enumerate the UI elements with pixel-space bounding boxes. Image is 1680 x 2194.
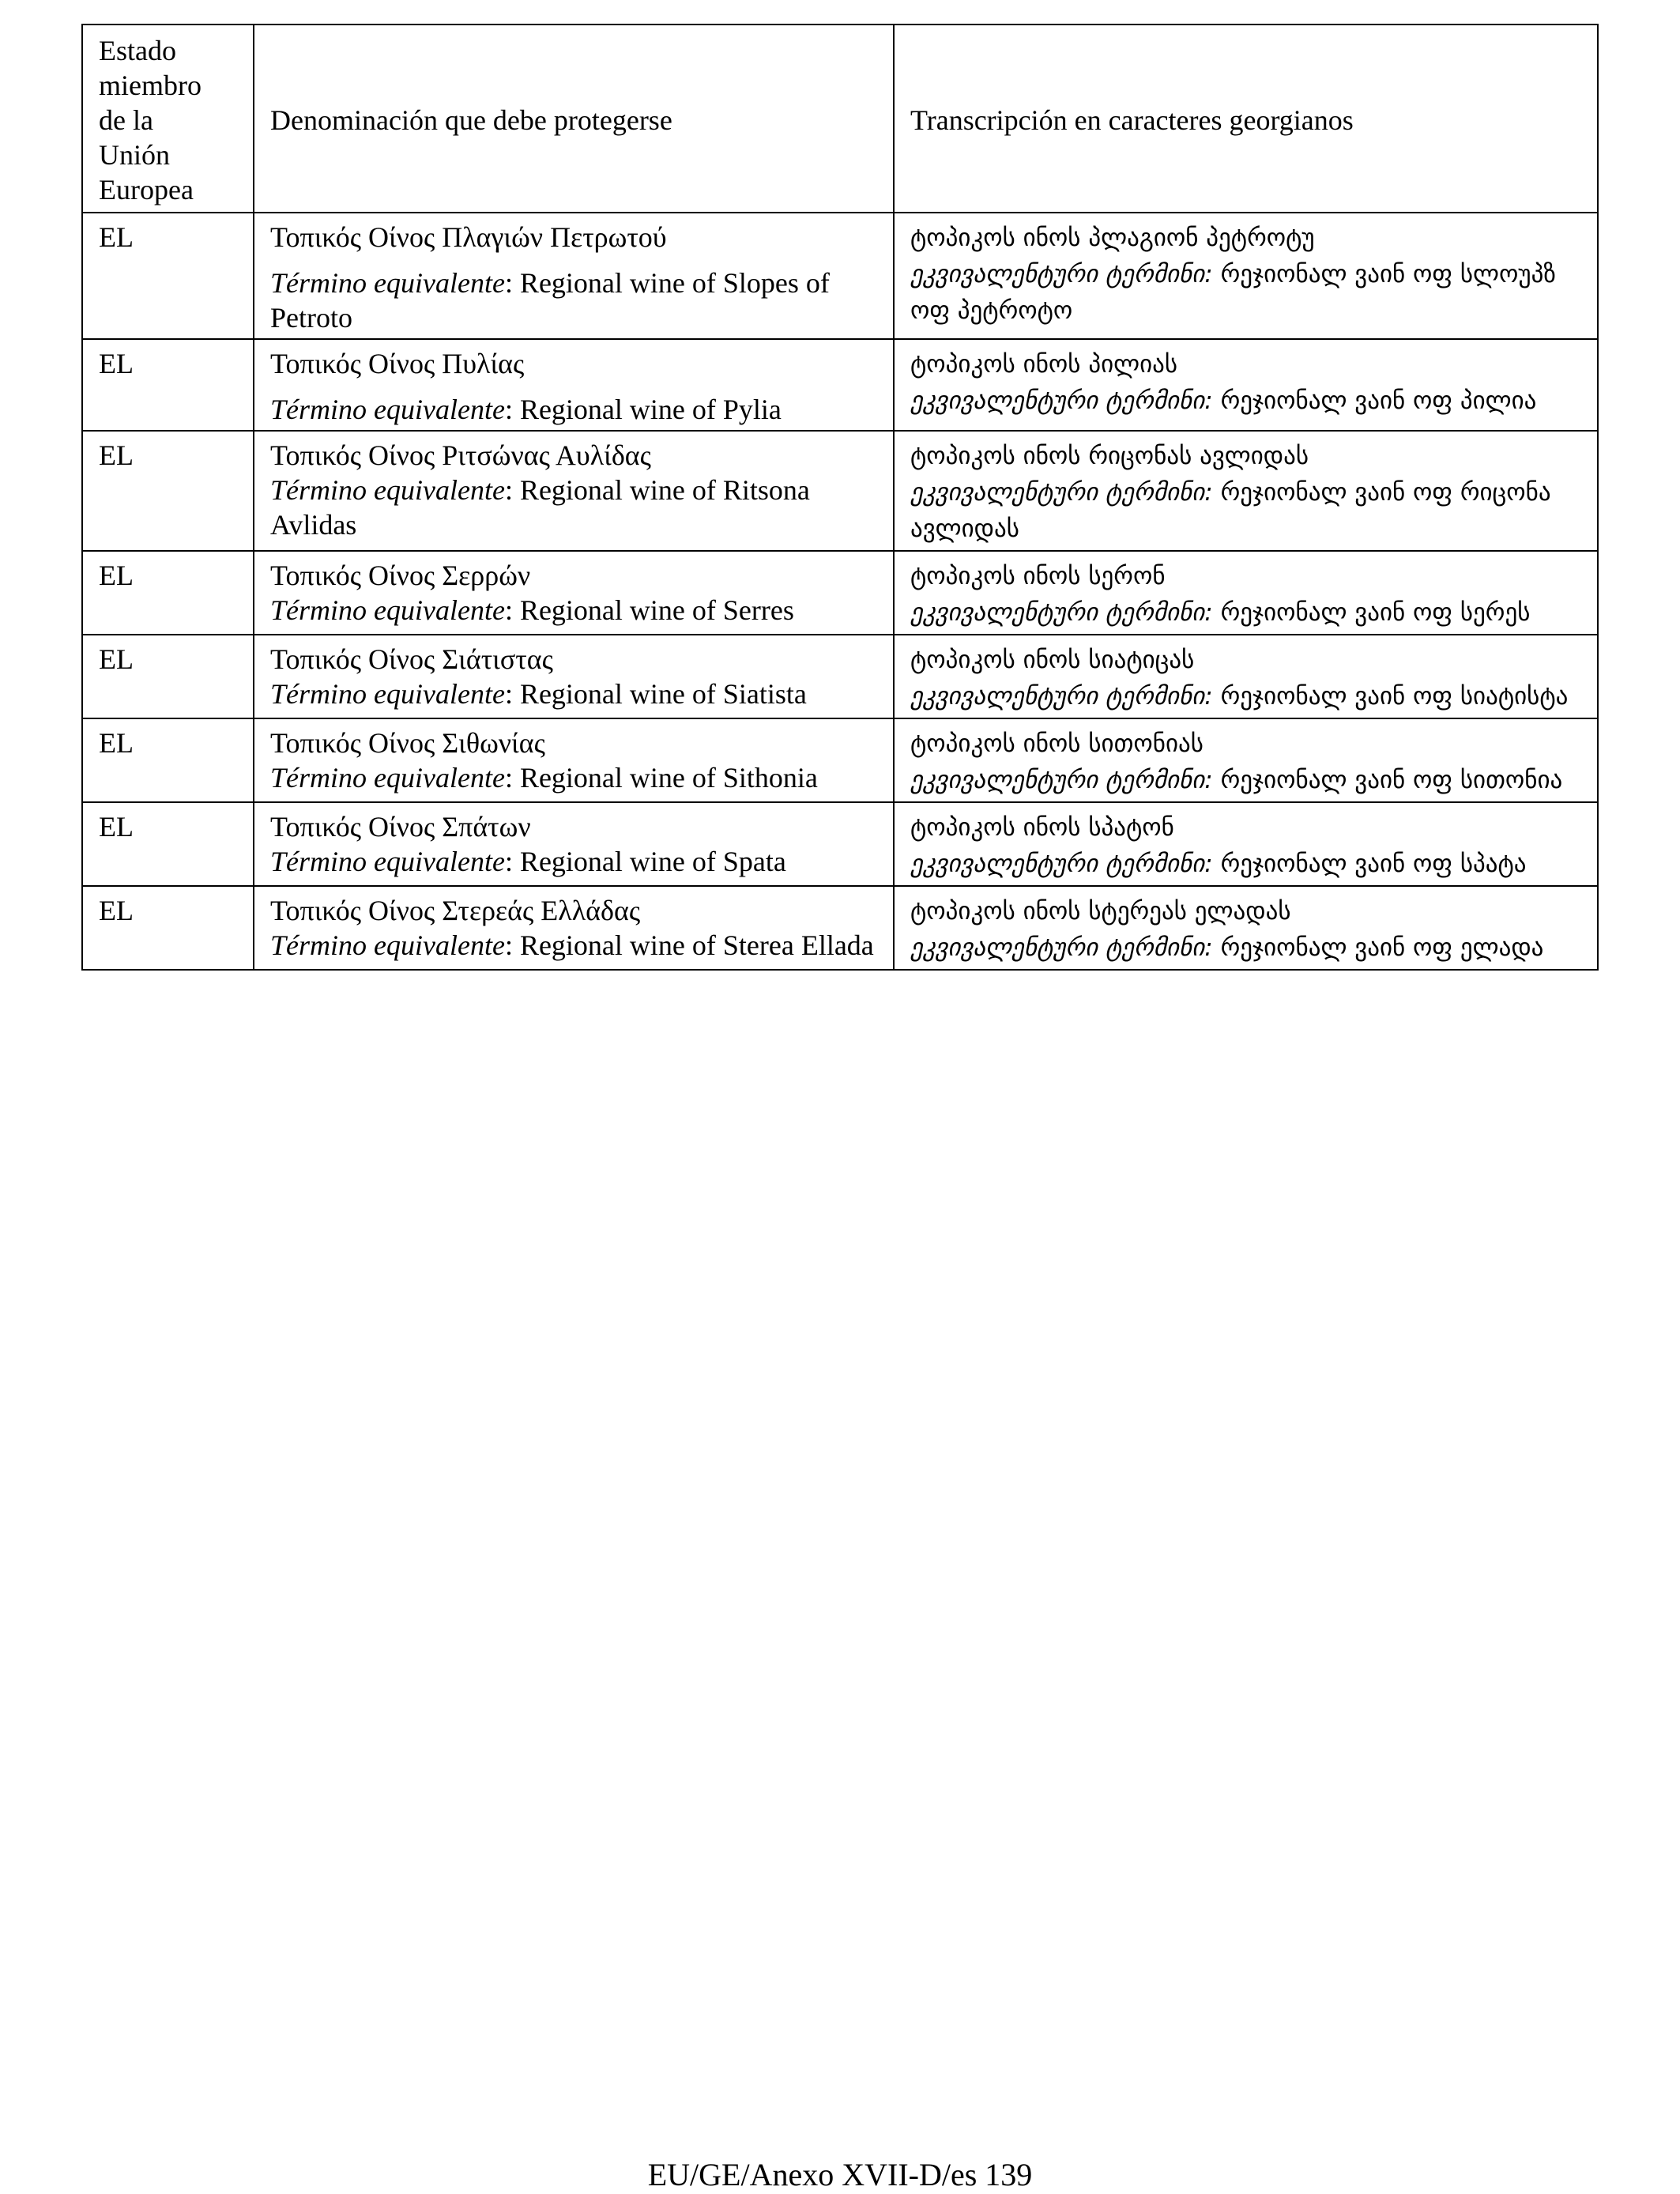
georgian-name: ტოპიკოს ინოს სითონიას: [910, 729, 1203, 758]
equivalent-term-label: Término equivalente: [270, 594, 505, 626]
georgian-equivalent-term: [910, 474, 1581, 547]
equivalent-term-value: : Regional wine of Ritsona Avlidas: [270, 474, 810, 541]
equivalent-term: [270, 760, 877, 795]
greek-name: Τοπικός Οίνος Ριτσώνας Αυλίδας: [270, 439, 651, 471]
georgian-equivalent-label: ეკვივალენტური ტერმინი:: [910, 933, 1213, 962]
greek-name: Τοπικός Οίνος Σιθωνίας: [270, 727, 545, 759]
georgian-equivalent-term: [910, 256, 1581, 329]
header-member-state-line: miembro: [99, 70, 202, 101]
equivalent-term: [270, 392, 877, 427]
georgian-equivalent-term: [910, 678, 1581, 714]
header-member-state: [82, 25, 254, 213]
georgian-equivalent-label: ეკვივალენტური ტერმინი:: [910, 386, 1213, 415]
header-member-state-line: Unión: [99, 139, 170, 171]
table-row: [82, 635, 1598, 718]
table-row: [82, 339, 1598, 431]
georgian-equivalent-value: რეჯიონალ ვაინ ოფ სპატა: [1212, 850, 1527, 878]
georgian-name: ტოპიკოს ინოს სპატონ: [910, 813, 1174, 842]
georgian-name: ტოპიკოს ინოს პლაგიონ პეტროტუ: [910, 224, 1315, 252]
header-member-state-line: Estado: [99, 35, 176, 66]
equivalent-term-value: : Regional wine of Siatista: [504, 678, 807, 710]
equivalent-term-value: : Regional wine of Serres: [504, 594, 794, 626]
equivalent-term-label: Término equivalente: [270, 762, 505, 794]
equivalent-term: [270, 473, 877, 542]
member-state-cell: EL: [82, 551, 254, 635]
member-state-cell: EL: [82, 886, 254, 970]
table-row: [82, 431, 1598, 551]
member-state-cell: EL: [82, 802, 254, 886]
page-footer: EU/GE/Anexo XVII-D/es 139: [647, 2157, 1033, 2192]
table-row: [82, 886, 1598, 970]
transcription-cell: [894, 635, 1598, 718]
equivalent-term-label: Término equivalente: [270, 929, 505, 961]
equivalent-term: [270, 677, 877, 711]
georgian-equivalent-label: ეკვივალენტური ტერმინი:: [910, 598, 1213, 627]
equivalent-term-value: : Regional wine of Sithonia: [504, 762, 818, 794]
transcription-cell: [894, 431, 1598, 551]
georgian-equivalent-term: [910, 762, 1581, 798]
georgian-equivalent-term: [910, 594, 1581, 631]
member-state-cell: EL: [82, 431, 254, 551]
equivalent-term-label: Término equivalente: [270, 678, 505, 710]
equivalent-term: [270, 593, 877, 628]
equivalent-term-label: Término equivalente: [270, 394, 505, 425]
header-transcription: Transcripción en caracteres georgianos: [894, 25, 1598, 213]
member-state-cell: EL: [82, 635, 254, 718]
denomination-cell: [254, 718, 894, 802]
member-state-cell: EL: [82, 339, 254, 431]
georgian-equivalent-value: რეჯიონალ ვაინ ოფ სერეს: [1212, 598, 1531, 627]
georgian-name: ტოპიკოს ინოს რიცონას ავლიდას: [910, 442, 1309, 470]
greek-name: Τοπικός Οίνος Πλαγιών Πετρωτού: [270, 221, 667, 253]
georgian-equivalent-value: რეჯიონალ ვაინ ოფ პილია: [1212, 386, 1537, 415]
georgian-equivalent-term: [910, 929, 1581, 966]
table-row: [82, 551, 1598, 635]
transcription-cell: [894, 213, 1598, 339]
georgian-equivalent-value: რეჯიონალ ვაინ ოფ სლოუპზ ოფ პეტროტო: [910, 260, 1556, 325]
georgian-equivalent-term: [910, 383, 1581, 419]
member-state-cell: EL: [82, 213, 254, 339]
equivalent-term: [270, 928, 877, 963]
georgian-equivalent-label: ეკვივალენტური ტერმინი:: [910, 260, 1213, 288]
equivalent-term-label: Término equivalente: [270, 267, 505, 299]
header-member-state-line: Europea: [99, 174, 194, 205]
denominations-table: [81, 24, 1599, 971]
denomination-cell: [254, 802, 894, 886]
denomination-cell: [254, 635, 894, 718]
equivalent-term: [270, 266, 877, 335]
denomination-cell: [254, 213, 894, 339]
header-member-state-line: de la: [99, 104, 153, 136]
greek-name: Τοπικός Οίνος Σερρών: [270, 560, 531, 591]
header-denomination: Denominación que debe protegerse: [254, 25, 894, 213]
greek-name: Τοπικός Οίνος Πυλίας: [270, 348, 525, 379]
equivalent-term: [270, 844, 877, 879]
transcription-cell: [894, 718, 1598, 802]
georgian-equivalent-label: ეკვივალენტური ტერმინი:: [910, 682, 1213, 711]
table-row: [82, 802, 1598, 886]
georgian-equivalent-value: რეჯიონალ ვაინ ოფ ელადა: [1212, 933, 1544, 962]
georgian-equivalent-term: [910, 846, 1581, 882]
transcription-cell: [894, 802, 1598, 886]
equivalent-term-label: Término equivalente: [270, 474, 505, 506]
georgian-equivalent-value: რეჯიონალ ვაინ ოფ სიატისტა: [1212, 682, 1569, 711]
member-state-cell: EL: [82, 718, 254, 802]
equivalent-term-label: Término equivalente: [270, 846, 505, 877]
greek-name: Τοπικός Οίνος Στερεάς Ελλάδας: [270, 895, 641, 926]
equivalent-term-value: : Regional wine of Pylia: [504, 394, 782, 425]
denomination-cell: [254, 551, 894, 635]
transcription-cell: [894, 886, 1598, 970]
georgian-name: ტოპიკოს ინოს პილიას: [910, 350, 1178, 379]
georgian-name: ტოპიკოს ინოს სტერეას ელადას: [910, 897, 1291, 925]
equivalent-term-value: : Regional wine of Slopes of Petroto: [270, 267, 830, 334]
georgian-equivalent-value: რეჯიონალ ვაინ ოფ სითონია: [1212, 766, 1563, 794]
georgian-equivalent-value: რეჯიონალ ვაინ ოფ რიცონა ავლიდას: [910, 478, 1551, 543]
table-row: [82, 718, 1598, 802]
georgian-equivalent-label: ეკვივალენტური ტერმინი:: [910, 766, 1213, 794]
transcription-cell: [894, 551, 1598, 635]
table-row: [82, 213, 1598, 339]
equivalent-term-value: : Regional wine of Spata: [504, 846, 786, 877]
denomination-cell: [254, 431, 894, 551]
denomination-cell: [254, 886, 894, 970]
greek-name: Τοπικός Οίνος Σιάτιστας: [270, 643, 553, 675]
georgian-equivalent-label: ეკვივალენტური ტერმინი:: [910, 478, 1213, 507]
georgian-name: ტოპიკოს ინოს სერონ: [910, 562, 1166, 590]
transcription-cell: [894, 339, 1598, 431]
denomination-cell: [254, 339, 894, 431]
table-header-row: [82, 25, 1598, 213]
georgian-name: ტოპიკოს ინოს სიატიცას: [910, 646, 1195, 674]
greek-name: Τοπικός Οίνος Σπάτων: [270, 811, 531, 843]
equivalent-term-value: : Regional wine of Sterea Ellada: [504, 929, 874, 961]
georgian-equivalent-label: ეკვივალენტური ტერმინი:: [910, 850, 1213, 878]
